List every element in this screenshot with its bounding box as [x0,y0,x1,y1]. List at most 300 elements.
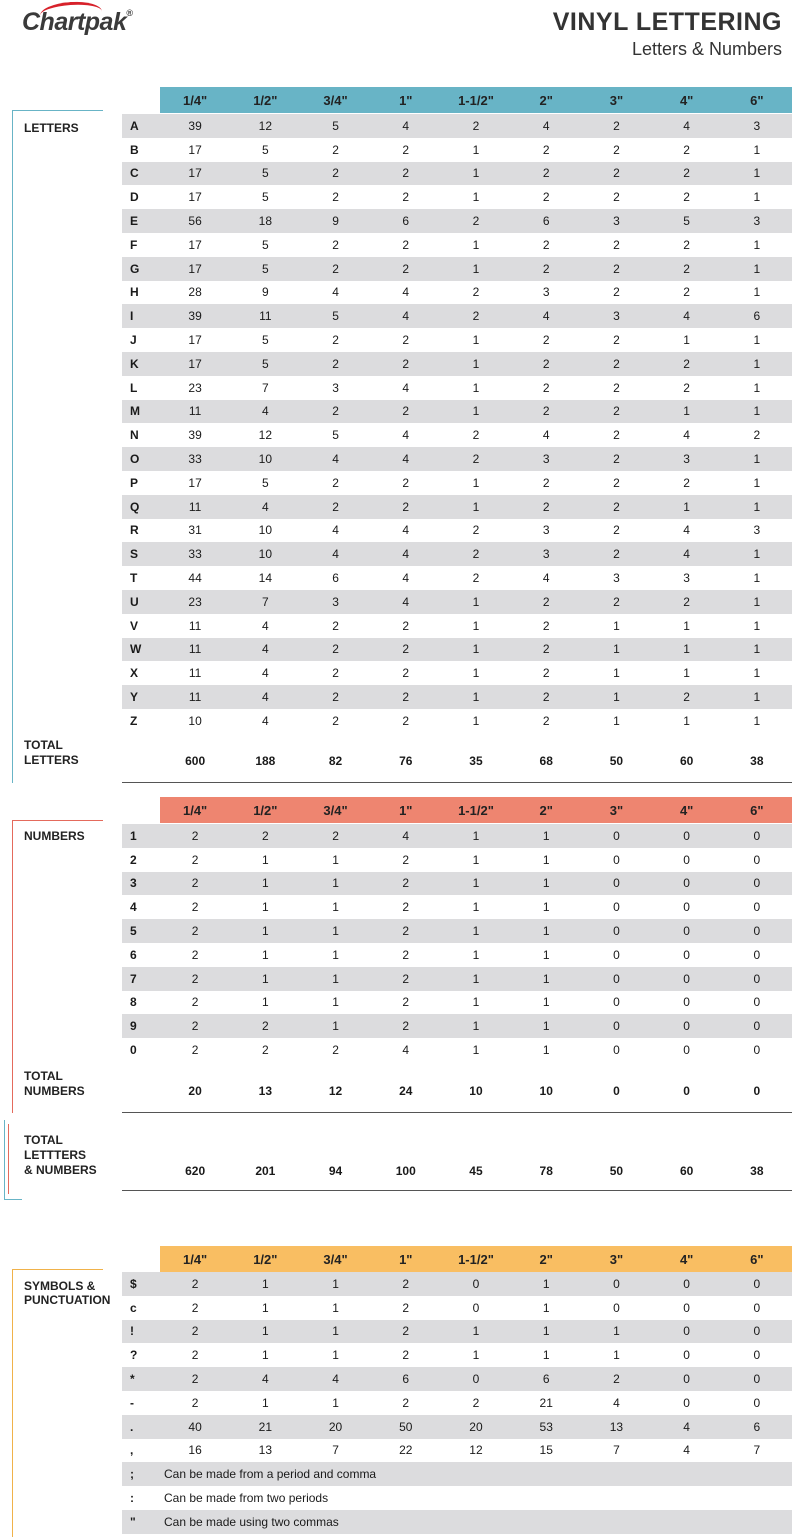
table-cell: 7 [261,594,269,609]
table-row [122,1367,792,1391]
row-key: 0 [130,1043,137,1058]
size-header-cell: 1" [399,802,413,818]
table-cell: 1 [261,1324,269,1339]
table-cell: 5 [261,333,269,348]
table-cell: 0 [753,1300,761,1315]
total-cell: 0 [753,1084,761,1098]
table-cell: 4 [332,547,339,562]
table-cell: 50 [399,1419,413,1434]
row-key: V [130,618,139,633]
table-cell: 2 [191,1348,199,1363]
table-cell: 2 [332,828,339,843]
size-header-cell: 4" [679,802,694,818]
table-cell: 1 [753,190,761,205]
total-letters-row [160,754,792,768]
row-key: R [130,523,139,538]
row-key: M [130,404,140,419]
row-key: 5 [130,924,137,939]
table-cell: 1 [683,713,690,728]
table-cell: 2 [402,995,410,1010]
table-cell: 2 [402,190,410,205]
table-cell: 2 [402,947,410,962]
table-cell: 0 [753,995,761,1010]
size-header-cell: 6" [750,1251,764,1267]
table-row [122,967,792,991]
table-cell: 0 [683,1276,690,1291]
table-cell: 4 [402,547,410,562]
total-cell: 76 [399,754,413,768]
table-cell: 3 [613,571,620,586]
symbols-label-line2: PUNCTUATION [24,1293,111,1307]
grand-total-bracket-inner [8,1124,9,1194]
table-cell: 1 [542,1324,550,1339]
table-cell: 3 [542,285,550,300]
table-cell: 2 [472,1395,480,1410]
total-cell: 620 [185,1164,206,1178]
row-key: A [130,118,139,133]
table-cell: 53 [539,1419,553,1434]
grand-total-bracket-foot [4,1199,22,1200]
size-header-cell: 4" [679,1251,694,1267]
table-cell: 2 [332,237,339,252]
table-cell: 0 [683,1324,690,1339]
symbols-label-line1: SYMBOLS & [24,1279,96,1293]
table-cell: 0 [683,1043,690,1058]
table-cell: 1 [472,356,480,371]
table-cell: 2 [472,452,480,467]
table-cell: 4 [332,523,339,538]
table-cell: 11 [188,404,202,419]
table-cell: 4 [542,571,550,586]
table-cell: 2 [542,642,550,657]
table-cell: 3 [542,452,550,467]
table-cell: 11 [188,618,202,633]
total-cell: 38 [750,754,764,768]
table-cell: 2 [332,404,339,419]
table-cell: 2 [613,404,620,419]
table-cell: 40 [188,1419,202,1434]
table-row [122,185,792,209]
table-row [122,1296,792,1320]
table-cell: 12 [258,118,272,133]
table-cell: 4 [402,380,410,395]
table-row [122,495,792,519]
table-row [122,114,792,138]
table-cell: 4 [402,428,410,443]
table-cell: 1 [261,876,269,891]
table-cell: 1 [472,642,480,657]
table-cell: 1 [472,499,480,514]
total-letters-label [24,738,79,768]
table-cell: 12 [469,1443,483,1458]
size-header-cell: 3" [609,802,624,818]
letters-size-header [160,87,792,113]
size-header-cell: 2" [539,1251,553,1267]
grand-total-label-line1: TOTAL [24,1133,63,1147]
table-cell: 33 [188,547,202,562]
size-header-cell: 3/4" [323,92,348,108]
table-cell: 3 [613,214,620,229]
note-text: Can be made from a period and comma [164,1467,377,1482]
table-cell: 3 [542,523,550,538]
table-cell: 4 [261,618,269,633]
table-cell: 0 [613,1300,620,1315]
table-cell: 17 [188,475,202,490]
grand-total-label-line3: & NUMBERS [24,1163,97,1177]
table-cell: 2 [613,261,620,276]
size-header-cell: 2" [539,802,553,818]
symbols-section-label [24,1279,110,1307]
table-cell: 39 [188,118,202,133]
table-cell: 2 [683,166,690,181]
table-cell: 2 [402,1300,410,1315]
table-cell: 17 [188,166,202,181]
table-cell: 2 [191,1043,199,1058]
table-cell: 1 [332,1324,339,1339]
table-cell: 0 [683,900,690,915]
table-cell: 1 [332,1348,339,1363]
table-cell: 2 [332,356,339,371]
table-cell: 0 [753,828,761,843]
size-header-cell: 1" [399,92,413,108]
size-header-cell: 1" [399,1251,413,1267]
table-cell: 4 [683,428,690,443]
table-cell: 28 [188,285,202,300]
table-cell: 2 [332,261,339,276]
table-cell: 0 [683,1395,690,1410]
total-cell: 10 [539,1084,553,1098]
table-cell: 2 [472,547,480,562]
table-cell: 2 [542,356,550,371]
table-cell: 0 [613,971,620,986]
table-row [122,209,792,233]
table-cell: 23 [188,380,202,395]
total-cell: 12 [328,1084,343,1098]
table-cell: 0 [753,1348,761,1363]
table-cell: 1 [613,618,620,633]
table-cell: 11 [188,499,202,514]
table-cell: 2 [402,475,410,490]
row-key: * [130,1372,135,1387]
table-cell: 2 [613,380,620,395]
table-cell: 1 [753,475,761,490]
table-cell: 3 [753,523,761,538]
table-cell: 1 [753,571,761,586]
table-cell: 4 [683,1419,690,1434]
table-cell: 1 [332,1276,339,1291]
row-key: - [130,1395,134,1410]
table-cell: 2 [472,118,480,133]
table-cell: 10 [258,547,272,562]
table-cell: 1 [472,924,480,939]
row-key: 7 [130,971,137,986]
table-cell: 1 [542,995,550,1010]
size-header-cell: 1-1/2" [458,802,494,818]
table-cell: 1 [753,404,761,419]
table-cell: 4 [402,523,410,538]
table-cell: 2 [402,876,410,891]
row-key: W [130,642,142,657]
table-cell: 1 [542,876,550,891]
table-cell: 5 [261,237,269,252]
table-cell: 2 [683,475,690,490]
table-cell: 1 [261,971,269,986]
table-cell: 1 [261,852,269,867]
total-numbers-label [24,1069,85,1099]
table-cell: 2 [542,261,550,276]
table-cell: 5 [261,142,269,157]
row-key: ; [130,1467,134,1482]
total-cell: 10 [469,1084,483,1098]
table-cell: 3 [683,571,690,586]
table-cell: 0 [683,1300,690,1315]
table-cell: 2 [683,356,690,371]
table-cell: 1 [472,947,480,962]
table-cell: 7 [753,1443,761,1458]
size-header-cell: 3" [609,1251,624,1267]
table-cell: 17 [188,190,202,205]
table-cell: 2 [332,666,339,681]
table-cell: 5 [261,190,269,205]
table-row [122,685,792,709]
table-cell: 2 [332,1043,339,1058]
table-cell: 2 [402,166,410,181]
table-cell: 1 [613,666,620,681]
table-cell: 1 [542,1043,550,1058]
row-key: ! [130,1324,134,1339]
table-cell: 2 [613,594,620,609]
table-cell: 0 [683,995,690,1010]
table-cell: 2 [542,618,550,633]
table-cell: 4 [542,428,550,443]
table-cell: 15 [539,1443,553,1458]
table-cell: 2 [683,380,690,395]
table-cell: 1 [472,713,480,728]
row-key: O [130,452,140,467]
table-cell: 4 [261,666,269,681]
total-cell: 50 [609,1164,624,1178]
table-cell: 2 [191,924,199,939]
table-cell: 1 [261,900,269,915]
table-cell: 5 [332,309,339,324]
table-cell: 1 [472,190,480,205]
table-cell: 17 [188,356,202,371]
table-row [122,566,792,590]
table-cell: 1 [753,261,761,276]
table-cell: 2 [542,690,550,705]
page-title-block [553,8,782,60]
table-cell: 4 [332,285,339,300]
table-cell: 1 [332,876,339,891]
symbols-table [122,1272,792,1534]
row-key: K [130,356,139,371]
table-cell: 0 [683,1019,690,1034]
size-header-cell: 6" [750,92,764,108]
table-cell: 2 [683,142,690,157]
table-cell: 7 [261,380,269,395]
table-cell: 1 [472,333,480,348]
table-row [122,447,792,471]
table-cell: 2 [191,947,199,962]
page-subtitle: Letters & Numbers [631,39,782,59]
page-title: VINYL LETTERING [552,8,782,36]
table-cell: 2 [683,261,690,276]
row-key: : [130,1491,134,1506]
table-cell: 17 [188,261,202,276]
table-cell: 2 [261,828,269,843]
table-cell: 2 [683,690,690,705]
table-cell: 2 [191,900,199,915]
total-cell: 13 [258,1084,272,1098]
letters-bracket [12,110,103,783]
row-key: 2 [130,852,137,867]
table-cell: 2 [191,852,199,867]
total-cell: 600 [185,754,206,768]
table-cell: 2 [613,190,620,205]
table-cell: 2 [472,523,480,538]
table-cell: 1 [261,947,269,962]
table-cell: 4 [402,452,410,467]
total-numbers-label-line2: NUMBERS [24,1084,85,1098]
table-row [122,138,792,162]
table-row [122,257,792,281]
table-cell: 2 [613,118,620,133]
table-cell: 1 [472,1348,480,1363]
table-cell: 1 [753,499,761,514]
table-row [122,661,792,685]
table-cell: 2 [332,690,339,705]
table-cell: 1 [261,1348,269,1363]
table-cell: 2 [332,190,339,205]
row-key: 8 [130,995,137,1010]
table-cell: 2 [402,1324,410,1339]
table-cell: 2 [332,142,339,157]
table-cell: 2 [402,1019,410,1034]
grand-total-row [160,1164,792,1178]
table-row [122,328,792,352]
note-row [122,1486,792,1510]
table-row [122,519,792,543]
table-cell: 2 [261,1019,269,1034]
table-cell: 2 [613,452,620,467]
table-cell: 1 [332,1019,339,1034]
table-cell: 2 [191,1372,199,1387]
table-cell: 0 [613,852,620,867]
table-cell: 2 [332,618,339,633]
table-cell: 1 [472,261,480,276]
table-cell: 20 [328,1419,343,1434]
table-cell: 2 [402,1348,410,1363]
table-cell: 0 [683,852,690,867]
table-cell: 2 [542,666,550,681]
row-key: I [130,309,134,324]
table-row [122,162,792,186]
table-cell: 1 [542,947,550,962]
table-cell: 1 [753,237,761,252]
table-cell: 0 [613,924,620,939]
table-cell: 1 [753,380,761,395]
table-cell: 2 [542,380,550,395]
table-cell: 10 [188,713,202,728]
table-cell: 0 [753,947,761,962]
table-cell: 6 [753,1419,761,1434]
numbers-table [122,824,792,1062]
row-key: X [130,666,139,681]
table-cell: 4 [402,828,410,843]
size-header-cell: 1/2" [253,92,278,108]
table-cell: 10 [258,523,272,538]
table-row [122,471,792,495]
row-key: Y [130,690,139,705]
row-key: T [130,571,138,586]
letters-section-label: LETTERS [24,121,79,135]
table-cell: 1 [753,690,761,705]
table-cell: 4 [402,118,410,133]
table-cell: 2 [402,499,410,514]
table-cell: 2 [191,971,199,986]
table-cell: 2 [683,237,690,252]
table-cell: 0 [683,828,690,843]
row-key: N [130,428,139,443]
table-cell: 2 [402,713,410,728]
table-cell: 2 [402,924,410,939]
table-row [122,895,792,919]
table-cell: 4 [261,404,269,419]
table-row [122,919,792,943]
table-cell: 1 [472,666,480,681]
size-header-cell: 1-1/2" [458,92,494,108]
table-cell: 14 [258,571,272,586]
table-cell: 21 [539,1395,553,1410]
total-cell: 50 [609,754,624,768]
row-key: Q [130,499,140,514]
table-cell: 7 [613,1443,620,1458]
total-cell: 94 [328,1164,343,1178]
table-cell: 1 [753,666,761,681]
size-header-cell: 6" [750,802,764,818]
table-cell: 4 [683,118,690,133]
brand-logo [22,8,133,37]
table-cell: 6 [542,1372,550,1387]
table-cell: 13 [609,1419,624,1434]
table-cell: 2 [191,1324,199,1339]
table-cell: 10 [258,452,272,467]
symbols-size-header [160,1246,792,1272]
symbols-bracket [12,1269,103,1537]
table-cell: 11 [188,642,202,657]
table-cell: 1 [753,547,761,562]
table-cell: 2 [402,618,410,633]
table-cell: 1 [542,1300,550,1315]
table-cell: 5 [332,428,339,443]
table-cell: 3 [332,594,339,609]
size-header-cell: 3/4" [323,802,348,818]
table-cell: 1 [542,852,550,867]
row-key: " [130,1514,136,1529]
numbers-size-header [160,797,792,823]
total-letters-label-line1: TOTAL [24,738,63,752]
row-key: c [130,1300,137,1315]
total-cell: 60 [679,1164,694,1178]
table-cell: 4 [261,642,269,657]
table-cell: 1 [261,1395,269,1410]
table-cell: 4 [261,690,269,705]
table-cell: 4 [402,594,410,609]
table-cell: 0 [613,1276,620,1291]
table-cell: 17 [188,237,202,252]
table-cell: 1 [472,1019,480,1034]
table-cell: 5 [332,118,339,133]
